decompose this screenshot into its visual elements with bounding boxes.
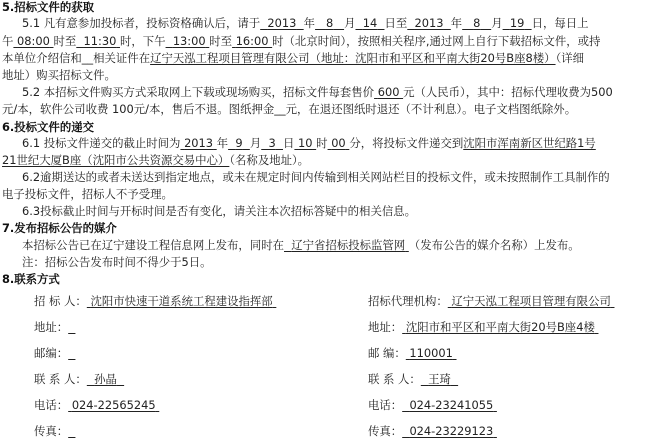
s6-p1-line1: 6.1 投标文件递交的截止时间为 2013 年 9 月 3 日 10 时 00 分，将投标文件递交到沈阳市浑南新区世纪路1号 (22, 136, 596, 150)
agency-phone: 024-23241055 (409, 398, 494, 412)
s7-line1: 本招标公告已在辽宁建设工程信息网上发布，同时在 辽宁省招标投标监管网 （发布公告的媒介名称）上发布。 (22, 238, 580, 252)
section-7-heading: 7.发布招标公告的媒介 (2, 221, 117, 235)
submission-place: 沈阳市浑南新区世纪路1号 (463, 136, 596, 150)
agency-row: 招标代理机构： 辽宁天泓工程项目管理有限公司 (368, 294, 614, 309)
agency-address-row: 地址： 沈阳市和平区和平南大街20号B座4楼 (368, 320, 598, 335)
section-6-heading: 6.投标文件的递交 (2, 120, 94, 134)
s7-note: 注：招标公告发布时间不得少于5日。 (22, 255, 212, 269)
start-day: 14 (362, 16, 378, 30)
s5-p2-line1: 5.2 本招标文件购买方式采取网上下载或现场购买，招标文件每套售价 600 元（人民币），其中：招标代理收费为500 (22, 85, 613, 99)
s6-p2-line1: 6.2逾期送达的或者未送达到指定地点，或未在规定时间内传输到相关网站栏目的投标文件，或未按照制作工具制作的 (22, 170, 610, 184)
tenderer-phone-row: 电话： 024-22565245 (34, 398, 159, 413)
tenderer-address-row: 地址： (34, 320, 75, 335)
end-month: 8 (473, 16, 481, 30)
start-month: 8 (325, 16, 334, 30)
tenderer-fax-row: 传真： (34, 424, 75, 439)
agency-name-address: 辽宁天泓工程项目管理有限公司（地址：沈阳市和平区和平南大街20号B座8楼） (150, 51, 556, 65)
agency-name: 辽宁天泓工程项目管理有限公司 (451, 294, 611, 308)
tenderer-phone: 024-22565245 (71, 398, 156, 412)
submission-place-cont: 21世纪大厦B座（沈阳市公共资源交易中心） (2, 153, 230, 167)
s6-p3: 6.3投标截止时间与开标时间是否有变化，请关注本次招标答疑中的相关信息。 (22, 204, 417, 218)
agency-fax: 024-23229123 (409, 424, 494, 438)
tenderer-postcode-row: 邮编： (34, 346, 75, 361)
end-day: 19 (509, 16, 525, 30)
tenderer-name: 沈阳市快速干道系统工程建设指挥部 (90, 294, 273, 308)
deadline-hour: 10 (298, 136, 313, 150)
deadline-day: 3 (268, 136, 276, 150)
section-8-heading: 8.联系方式 (2, 272, 60, 286)
start-year: 2013 (267, 16, 297, 30)
tenderer-postcode (68, 346, 75, 360)
tenderer-contact: 孙晶 (94, 372, 117, 386)
agency-fax-row: 传真： 024-23229123 (368, 424, 497, 439)
s6-p1-line2: 21世纪大厦B座（沈阳市公共资源交易中心）（名称及地址）。 (2, 153, 310, 167)
s5-p1-line2: 午 08:00 时至 11:30 时，下午 13:00 时至 16:00 时（北京时间），按照相关程序,通过网上自行下载招标文件，或持 (2, 34, 601, 48)
agency-contact: 王琦 (428, 372, 451, 386)
end-year: 2013 (414, 16, 444, 30)
document-price: 600 (377, 85, 400, 99)
s5-p1-line3: 本单位介绍信和__相关证件在辽宁天泓工程项目管理有限公司（地址：沈阳市和平区和平南大街20号B座8楼）（详细 (2, 51, 585, 65)
section-5-heading: 5.招标文件的获取 (2, 0, 94, 14)
deadline-year: 2013 (184, 136, 214, 150)
pm-end-time: 16:00 (235, 34, 269, 48)
pm-start-time: 13:00 (172, 34, 206, 48)
agency-phone-row: 电话： 024-23241055 (368, 398, 497, 413)
agency-postcode: 110001 (409, 346, 453, 360)
am-start-time: 08:00 (17, 34, 50, 48)
deadline-minute: 00 (331, 136, 346, 150)
agency-postcode-row: 邮 编： 110001 (368, 346, 457, 361)
tenderer-address (68, 320, 75, 334)
media-name: 辽宁省招标投标监管网 (291, 238, 406, 252)
am-end-time: 11:30 (83, 34, 117, 48)
deadline-month: 9 (235, 136, 243, 150)
s6-p2-line2: 电子投标文件，招标人不予受理。 (2, 187, 173, 201)
s5-p2-line2: 元/本，软件公司收费 100元/本，售后不退。图纸押金__元，在退还图纸时退还（不计利息）。电子文档图纸除外。 (2, 102, 577, 116)
tenderer-fax (68, 424, 75, 438)
s5-p1-line4: 地址）购买招标文件。 (2, 68, 116, 82)
tenderer-row: 招 标 人： 沈阳市快速干道系统工程建设指挥部 (34, 294, 276, 309)
agency-address: 沈阳市和平区和平南大街20号B座4楼 (405, 320, 595, 334)
tenderer-contact-row: 联 系 人： 孙晶 (34, 372, 124, 387)
agency-contact-row: 联 系 人： 王琦 (368, 372, 458, 387)
s5-p1-line1: 5.1 凡有意参加投标者，投标资格确认后，请于 2013 年 8 月 14 日至 2013 年 8 月 19 日，每日上 (22, 16, 589, 30)
